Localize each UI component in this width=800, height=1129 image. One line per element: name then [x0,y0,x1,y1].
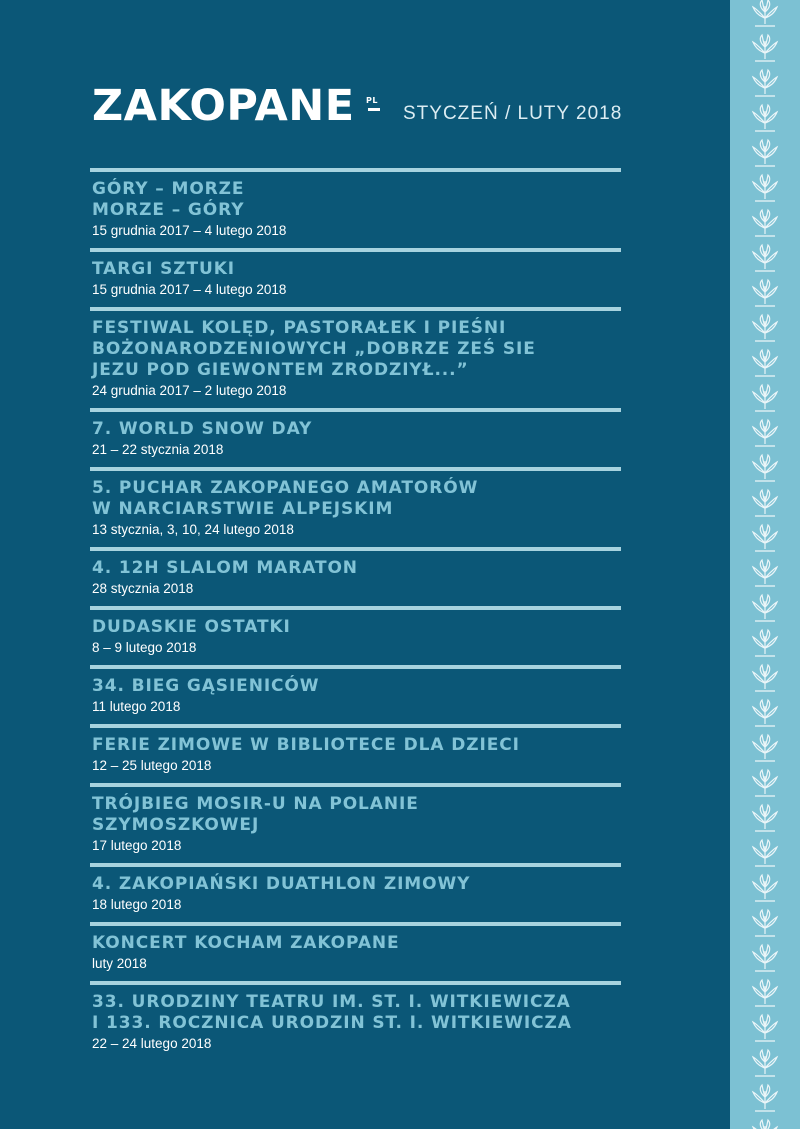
tulip-ornament-icon [753,385,777,411]
tulip-ornament-icon [753,1015,777,1041]
event-title: FERIE ZIMOWE W BIBLIOTECE DLA DZIECI [92,735,520,755]
tulip-ornament-icon [753,700,777,726]
tulip-ornament-icon [753,805,777,831]
tulip-ornament-icon [753,840,777,866]
tulip-ornament-icon [753,140,777,166]
event-item [90,783,621,863]
logo-text: ZAKOPANE [92,81,355,131]
event-item [90,307,621,408]
tulip-ornament-icon [753,280,777,306]
event-item [90,168,621,248]
issue-period: STYCZEŃ / LUTY 2018 [403,103,623,124]
event-date: luty 2018 [92,956,147,971]
tulip-ornament-icon [753,560,777,586]
logo-underline [368,108,380,111]
tulip-ornament-icon [753,735,777,761]
tulip-ornament-icon [753,105,777,131]
tulip-ornament-icon [753,875,777,901]
event-title: GÓRY – MORZE MORZE – GÓRY [92,179,245,220]
event-title: 33. URODZINY TEATRU IM. ST. I. WITKIEWICZA I 133. ROCZNICA URODZIN ST. I. WITKIEWICZA [92,992,572,1033]
event-date: 15 grudnia 2017 – 4 lutego 2018 [92,282,287,297]
event-date: 17 lutego 2018 [92,838,182,853]
event-date: 28 stycznia 2018 [92,581,194,596]
tulip-ornament-icon [753,420,777,446]
tulip-ornament-icon [753,630,777,656]
tulip-ornament-icon [753,490,777,516]
event-item [90,724,621,783]
logo-suffix: PL [366,96,378,105]
tulip-ornament-icon [753,770,777,796]
event-date: 8 – 9 lutego 2018 [92,640,197,655]
tulip-ornament-pattern [730,0,800,1129]
event-date: 18 lutego 2018 [92,897,182,912]
event-item [90,467,621,547]
event-title: KONCERT KOCHAM ZAKOPANE [92,933,400,953]
event-item [90,981,621,1061]
tulip-ornament-icon [753,1120,777,1129]
tulip-ornament-icon [753,945,777,971]
event-date: 15 grudnia 2017 – 4 lutego 2018 [92,223,287,238]
tulip-ornament-icon [753,455,777,481]
tulip-ornament-icon [753,245,777,271]
event-item [90,248,621,307]
event-title: DUDASKIE OSTATKI [92,617,291,637]
event-item [90,665,621,724]
zakopane-logo [92,81,355,131]
tulip-ornament-icon [753,210,777,236]
tulip-ornament-icon [753,35,777,61]
event-title: TRÓJBIEG MOSIR-U NA POLANIE SZYMOSZKOWEJ [92,794,419,835]
tulip-ornament-icon [753,910,777,936]
event-date: 11 lutego 2018 [92,699,181,714]
event-date: 12 – 25 lutego 2018 [92,758,212,773]
event-title: FESTIWAL KOLĘD, PASTORAŁEK I PIEŚNI BOŻONARODZENIOWYCH „DOBRZE ZEŚ SIE JEZU POD GIEWONTEM ZRODZIYŁ...” [92,318,536,380]
tulip-ornament-icon [753,525,777,551]
tulip-ornament-icon [753,595,777,621]
event-date: 22 – 24 lutego 2018 [92,1036,212,1051]
event-date: 13 stycznia, 3, 10, 24 lutego 2018 [92,522,294,537]
event-title: 4. 12H SLALOM MARATON [92,558,358,578]
event-item [90,408,621,467]
tulip-ornament-icon [753,175,777,201]
decorative-strip [730,0,800,1129]
tulip-ornament-icon [753,1050,777,1076]
event-title: 5. PUCHAR ZAKOPANEGO AMATORÓW W NARCIARSTWIE ALPEJSKIM [92,478,479,519]
event-date: 21 – 22 stycznia 2018 [92,442,224,457]
event-title: 34. BIEG GĄSIENICÓW [92,676,320,696]
header [92,81,623,131]
tulip-ornament-icon [753,315,777,341]
event-date: 24 grudnia 2017 – 2 lutego 2018 [92,383,287,398]
event-item [90,606,621,665]
tulip-ornament-icon [753,665,777,691]
tulip-ornament-icon [753,70,777,96]
tulip-ornament-icon [753,980,777,1006]
event-title: 4. ZAKOPIAŃSKI DUATHLON ZIMOWY [92,874,471,894]
tulip-ornament-icon [753,350,777,376]
event-list [90,168,621,1061]
tulip-ornament-icon [753,0,777,26]
event-item [90,863,621,922]
tulip-ornament-icon [753,1085,777,1111]
event-item [90,922,621,981]
event-item [90,547,621,606]
event-title: 7. WORLD SNOW DAY [92,419,313,439]
event-title: TARGI SZTUKI [92,259,235,279]
